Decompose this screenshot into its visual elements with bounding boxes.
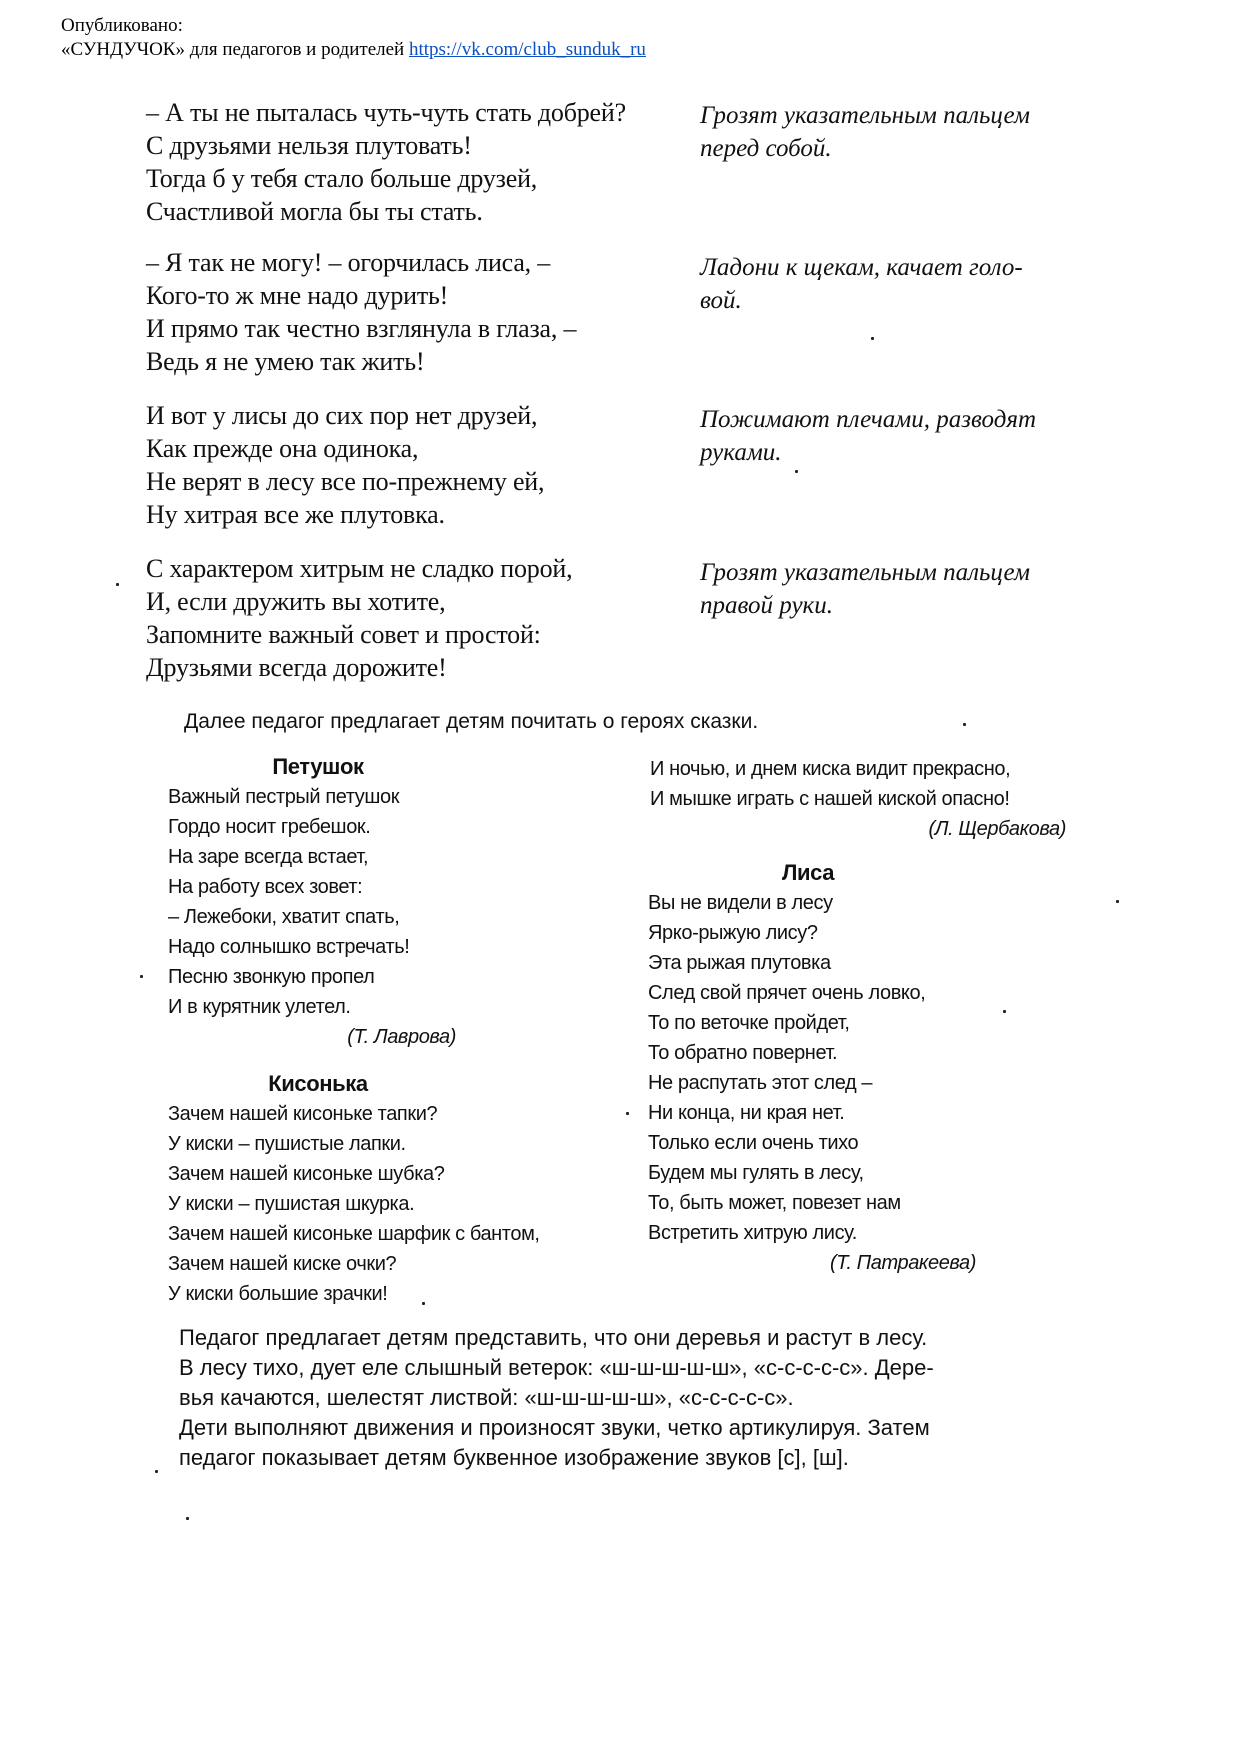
poem-line: Надо солнышко встречать! <box>168 936 410 958</box>
poem-line: Зачем нашей киске очки? <box>168 1253 397 1275</box>
scan-speck <box>1116 900 1119 903</box>
stanza-line: Запомните важный совет и простой: <box>146 620 541 649</box>
paragraph-line: педагог показывает детям буквенное изображение звуков [с], [ш]. <box>179 1445 849 1470</box>
stanza-line: И прямо так честно взглянула в глаза, – <box>146 314 577 343</box>
paragraph-line: вья качаются, шелестят листвой: «ш-ш-ш-ш-ш», «с-с-с-с-с». <box>179 1385 794 1410</box>
stanza-line: С друзьями нельзя плутовать! <box>146 131 472 160</box>
poem-kisonka-ending <box>650 754 1070 844</box>
scan-speck <box>116 583 119 586</box>
vk-club-link[interactable]: https://vk.com/club_sunduk_ru <box>408 39 646 60</box>
gesture-3 <box>700 403 1100 469</box>
poem-line: То, быть может, повезет нам <box>648 1192 901 1214</box>
poem-author: (Т. Патракеева) <box>830 1252 976 1274</box>
poem-line: Встретить хитрую лису. <box>648 1222 857 1244</box>
poem-line: Зачем нашей кисоньке шарфик с бантом, <box>168 1223 540 1245</box>
scan-speck <box>963 723 966 726</box>
poem-line: Гордо носит гребешок. <box>168 816 371 838</box>
poem-line: И ночью, и днем киска видит прекрасно, <box>650 758 1011 780</box>
poem-title: Лиса <box>781 860 835 885</box>
poem-line: И в курятник улетел. <box>168 996 351 1018</box>
published-label: Опубликовано: <box>61 15 183 36</box>
poem-line: Важный пестрый петушок <box>168 786 400 808</box>
stanza-line: С характером хитрым не сладко порой, <box>146 554 573 583</box>
poem-line: На работу всех зовет: <box>168 876 363 898</box>
poem-line: Песню звонкую пропел <box>168 966 375 988</box>
gesture-line: перед собой. <box>700 135 832 162</box>
poem-line: Будем мы гулять в лесу, <box>648 1162 864 1184</box>
gesture-line: Ладони к щекам, качает голо- <box>700 254 1023 281</box>
gesture-line: вой. <box>700 287 742 314</box>
gesture-line: Грозят указательным пальцем <box>700 102 1030 129</box>
poem-line: На заре всегда встает, <box>168 846 369 868</box>
poem-line: Зачем нашей кисоньке шубка? <box>168 1163 445 1185</box>
gesture-4 <box>700 556 1100 622</box>
stanza-2 <box>146 246 686 378</box>
stanza-line: Как прежде она одинока, <box>146 434 419 463</box>
stanza-line: Друзьями всегда дорожите! <box>146 653 447 682</box>
scan-speck <box>155 1470 158 1473</box>
publisher-line <box>61 38 646 62</box>
poem-line: Только если очень тихо <box>648 1132 859 1154</box>
poem-line: Эта рыжая плутовка <box>648 952 831 974</box>
scan-speck <box>1003 1010 1006 1013</box>
poem-petushok <box>168 752 468 1052</box>
poem-line: След свой прячет очень ловко, <box>648 982 926 1004</box>
stanza-3 <box>146 399 686 531</box>
scan-speck <box>871 337 874 340</box>
poem-kisonka <box>168 1069 608 1309</box>
gesture-line: Грозят указательным пальцем <box>700 559 1030 586</box>
stanza-line: – А ты не пыталась чуть-чуть стать добрей? <box>146 98 626 127</box>
poem-line: – Лежебоки, хватит спать, <box>168 906 400 928</box>
poem-lisa <box>648 858 978 1278</box>
stanza-4 <box>146 552 686 684</box>
poem-author: (Т. Лаврова) <box>347 1026 456 1048</box>
scan-speck <box>186 1517 189 1520</box>
stanza-line: И, если дружить вы хотите, <box>146 587 446 616</box>
poem-line: То обратно повернет. <box>648 1042 838 1064</box>
stanza-line: Ну хитрая все же плутовка. <box>146 500 445 529</box>
scan-speck <box>140 975 143 978</box>
poem-title: Петушок <box>272 754 364 779</box>
poem-line: У киски – пушистые лапки. <box>168 1133 406 1155</box>
stanza-line: Ведь я не умею так жить! <box>146 347 425 376</box>
poem-title: Кисонька <box>268 1071 368 1096</box>
scan-speck <box>422 1302 425 1305</box>
poem-line: У киски – пушистая шкурка. <box>168 1193 415 1215</box>
gesture-2 <box>700 251 1100 317</box>
paragraph-line: Дети выполняют движения и произносят звуки, четко артикулируя. Затем <box>179 1415 930 1440</box>
stanza-line: И вот у лисы до сих пор нет друзей, <box>146 401 538 430</box>
stanza-line: Тогда б у тебя стало больше друзей, <box>146 164 538 193</box>
gesture-line: руками. <box>700 439 782 466</box>
gesture-line: правой руки. <box>700 592 833 619</box>
paragraph-line: В лесу тихо, дует еле слышный ветерок: «ш-ш-ш-ш-ш», «с-с-с-с-с». Дере- <box>179 1355 934 1380</box>
poem-author: (Л. Щербакова) <box>928 818 1066 840</box>
intro-text: Далее педагог предлагает детям почитать о героях сказки. <box>184 710 759 733</box>
stanza-1 <box>146 96 686 228</box>
poem-line: Не распутать этот след – <box>648 1072 873 1094</box>
publisher-name: «СУНДУЧОК» для педагогов и родителей <box>61 39 405 60</box>
poem-line: Ярко-рыжую лису? <box>648 922 818 944</box>
poem-line: И мышке играть с нашей киской опасно! <box>650 788 1010 810</box>
stanza-line: Не верят в лесу все по-прежнему ей, <box>146 467 545 496</box>
gesture-line: Пожимают плечами, разводят <box>700 406 1037 433</box>
poem-line: Зачем нашей кисоньке тапки? <box>168 1103 438 1125</box>
publication-header <box>61 14 646 62</box>
stanza-line: Кого-то ж мне надо дурить! <box>146 281 449 310</box>
scan-speck <box>626 1112 629 1115</box>
gesture-1 <box>700 99 1100 165</box>
poem-line: У киски большие зрачки! <box>168 1283 388 1305</box>
poem-line: То по веточке пройдет, <box>648 1012 850 1034</box>
poem-line: Вы не видели в лесу <box>648 892 833 914</box>
poem-line: Ни конца, ни края нет. <box>648 1102 845 1124</box>
stanza-line: Счастливой могла бы ты стать. <box>146 197 483 226</box>
closing-paragraph <box>179 1323 1099 1473</box>
stanza-line: – Я так не могу! – огорчилась лиса, – <box>146 248 551 277</box>
paragraph-line: Педагог предлагает детям представить, что они деревья и растут в лесу. <box>179 1325 928 1350</box>
scan-speck <box>795 470 798 473</box>
